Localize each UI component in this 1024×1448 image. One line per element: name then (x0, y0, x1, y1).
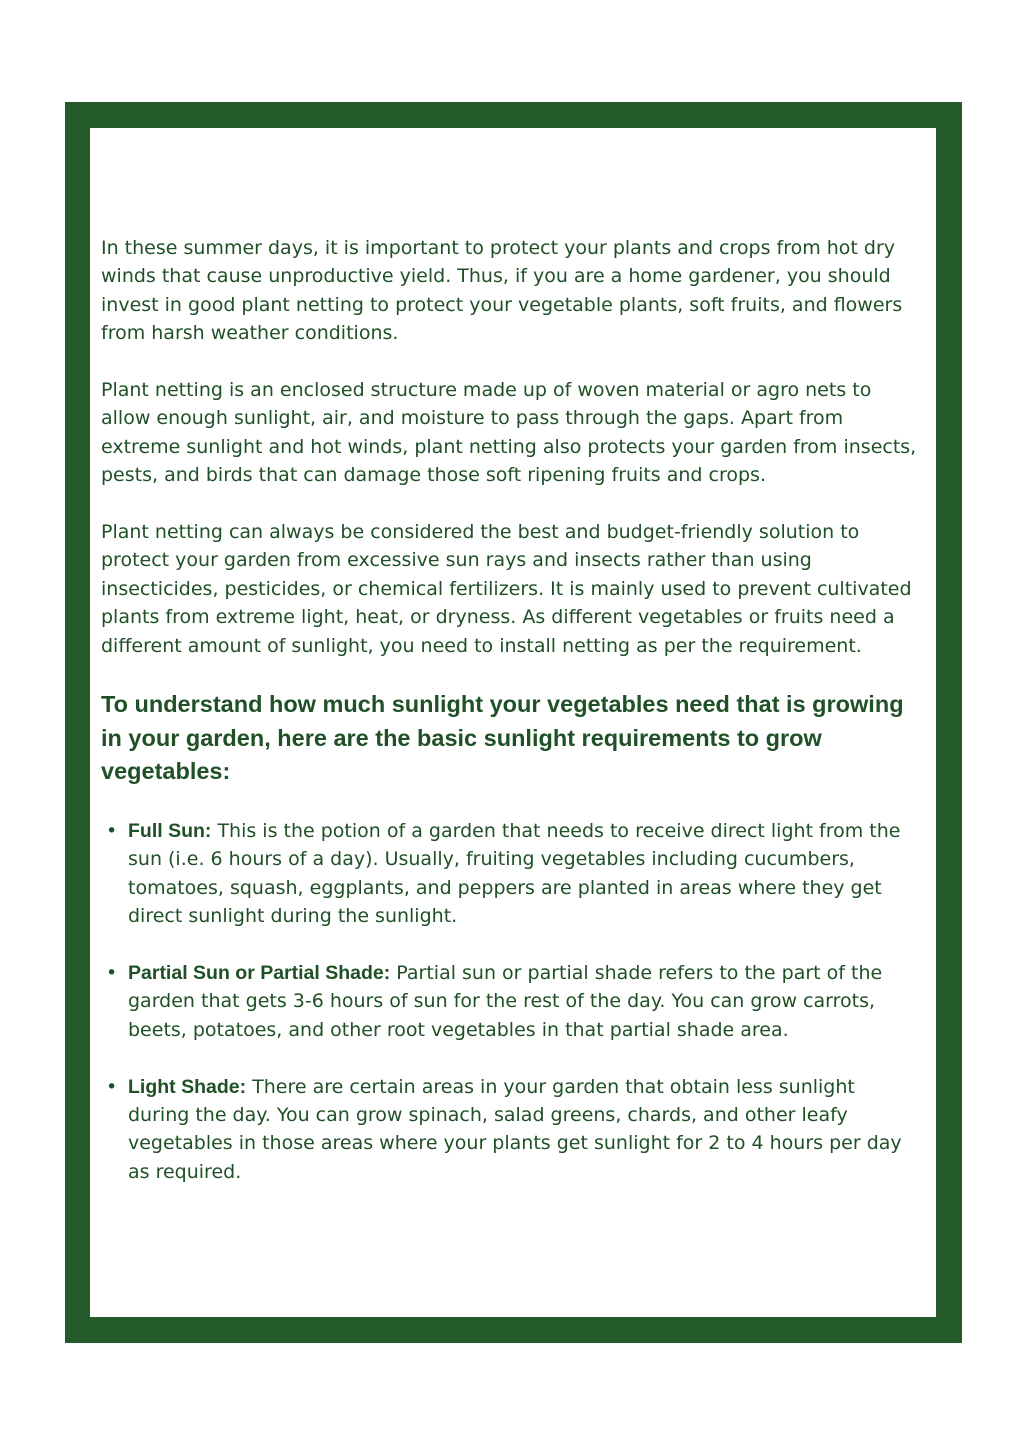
section-heading: To understand how much sunlight your vegetables need that is growing in your garden, here are the basic sunlight requirements to grow vegetables: (101, 691, 904, 785)
article-body (101, 234, 921, 1215)
list-item-term: Light Shade: (128, 1075, 247, 1098)
definition-paragraph: Plant netting is an enclosed structure made up of woven material or agro nets to allow enough sunlight, air, and moisture to pass through the gaps. Apart from extreme sunlight and hot winds, plant netting also protects your garden from insects, pests, and birds that can damage those soft ripening fruits and crops. (101, 379, 917, 487)
intro-paragraph: In these summer days, it is important to protect your plants and crops from hot dry winds that cause unproductive yield. Thus, if you are a home gardener, you should invest in good plant netting to protect your vegetable plants, soft fruits, and flowers from harsh weather conditions. (101, 237, 903, 345)
list-item-text: This is the potion of a garden that needs to receive direct light from the sun (i.e. 6 hours of a day). Usually, fruiting vegetables including cucumbers, tomatoes, squash, eggplants, and peppers are planted in areas where they get direct sunlight during the sunlight. (128, 819, 901, 928)
benefits-paragraph: Plant netting can always be considered the best and budget-friendly solution to protect your garden from excessive sun rays and insects rather than using insecticides, pesticides, or chemical fertilizers. It is mainly used to prevent cultivated plants from extreme light, heat, or dryness. As different vegetables or fruits need a different amount of sunlight, you need to install netting as per the requirement. (101, 521, 912, 657)
list-item-partial-sun (101, 959, 921, 1044)
list-item-text: Partial sun or partial shade refers to the part of the garden that gets 3-6 hours of sun for the rest of the day. You can grow carrots, beets, potatoes, and other root vegetables in that partial shade area. (128, 961, 883, 1041)
list-item-text: There are certain areas in your garden that obtain less sunlight during the day. You can grow spinach, salad greens, chards, and other leafy vegetables in those areas where your plants get sunlight for 2 to 4 hours per day as required. (128, 1075, 902, 1183)
list-item-full-sun (101, 817, 921, 931)
list-item-term: Full Sun: (128, 819, 212, 842)
bullet-icon: • (106, 1075, 118, 1098)
list-item-light-shade (101, 1073, 921, 1187)
list-item-term: Partial Sun or Partial Shade: (128, 961, 391, 984)
bullet-icon: • (106, 961, 118, 984)
sunlight-requirements-list (101, 817, 921, 1186)
bullet-icon: • (106, 819, 118, 842)
